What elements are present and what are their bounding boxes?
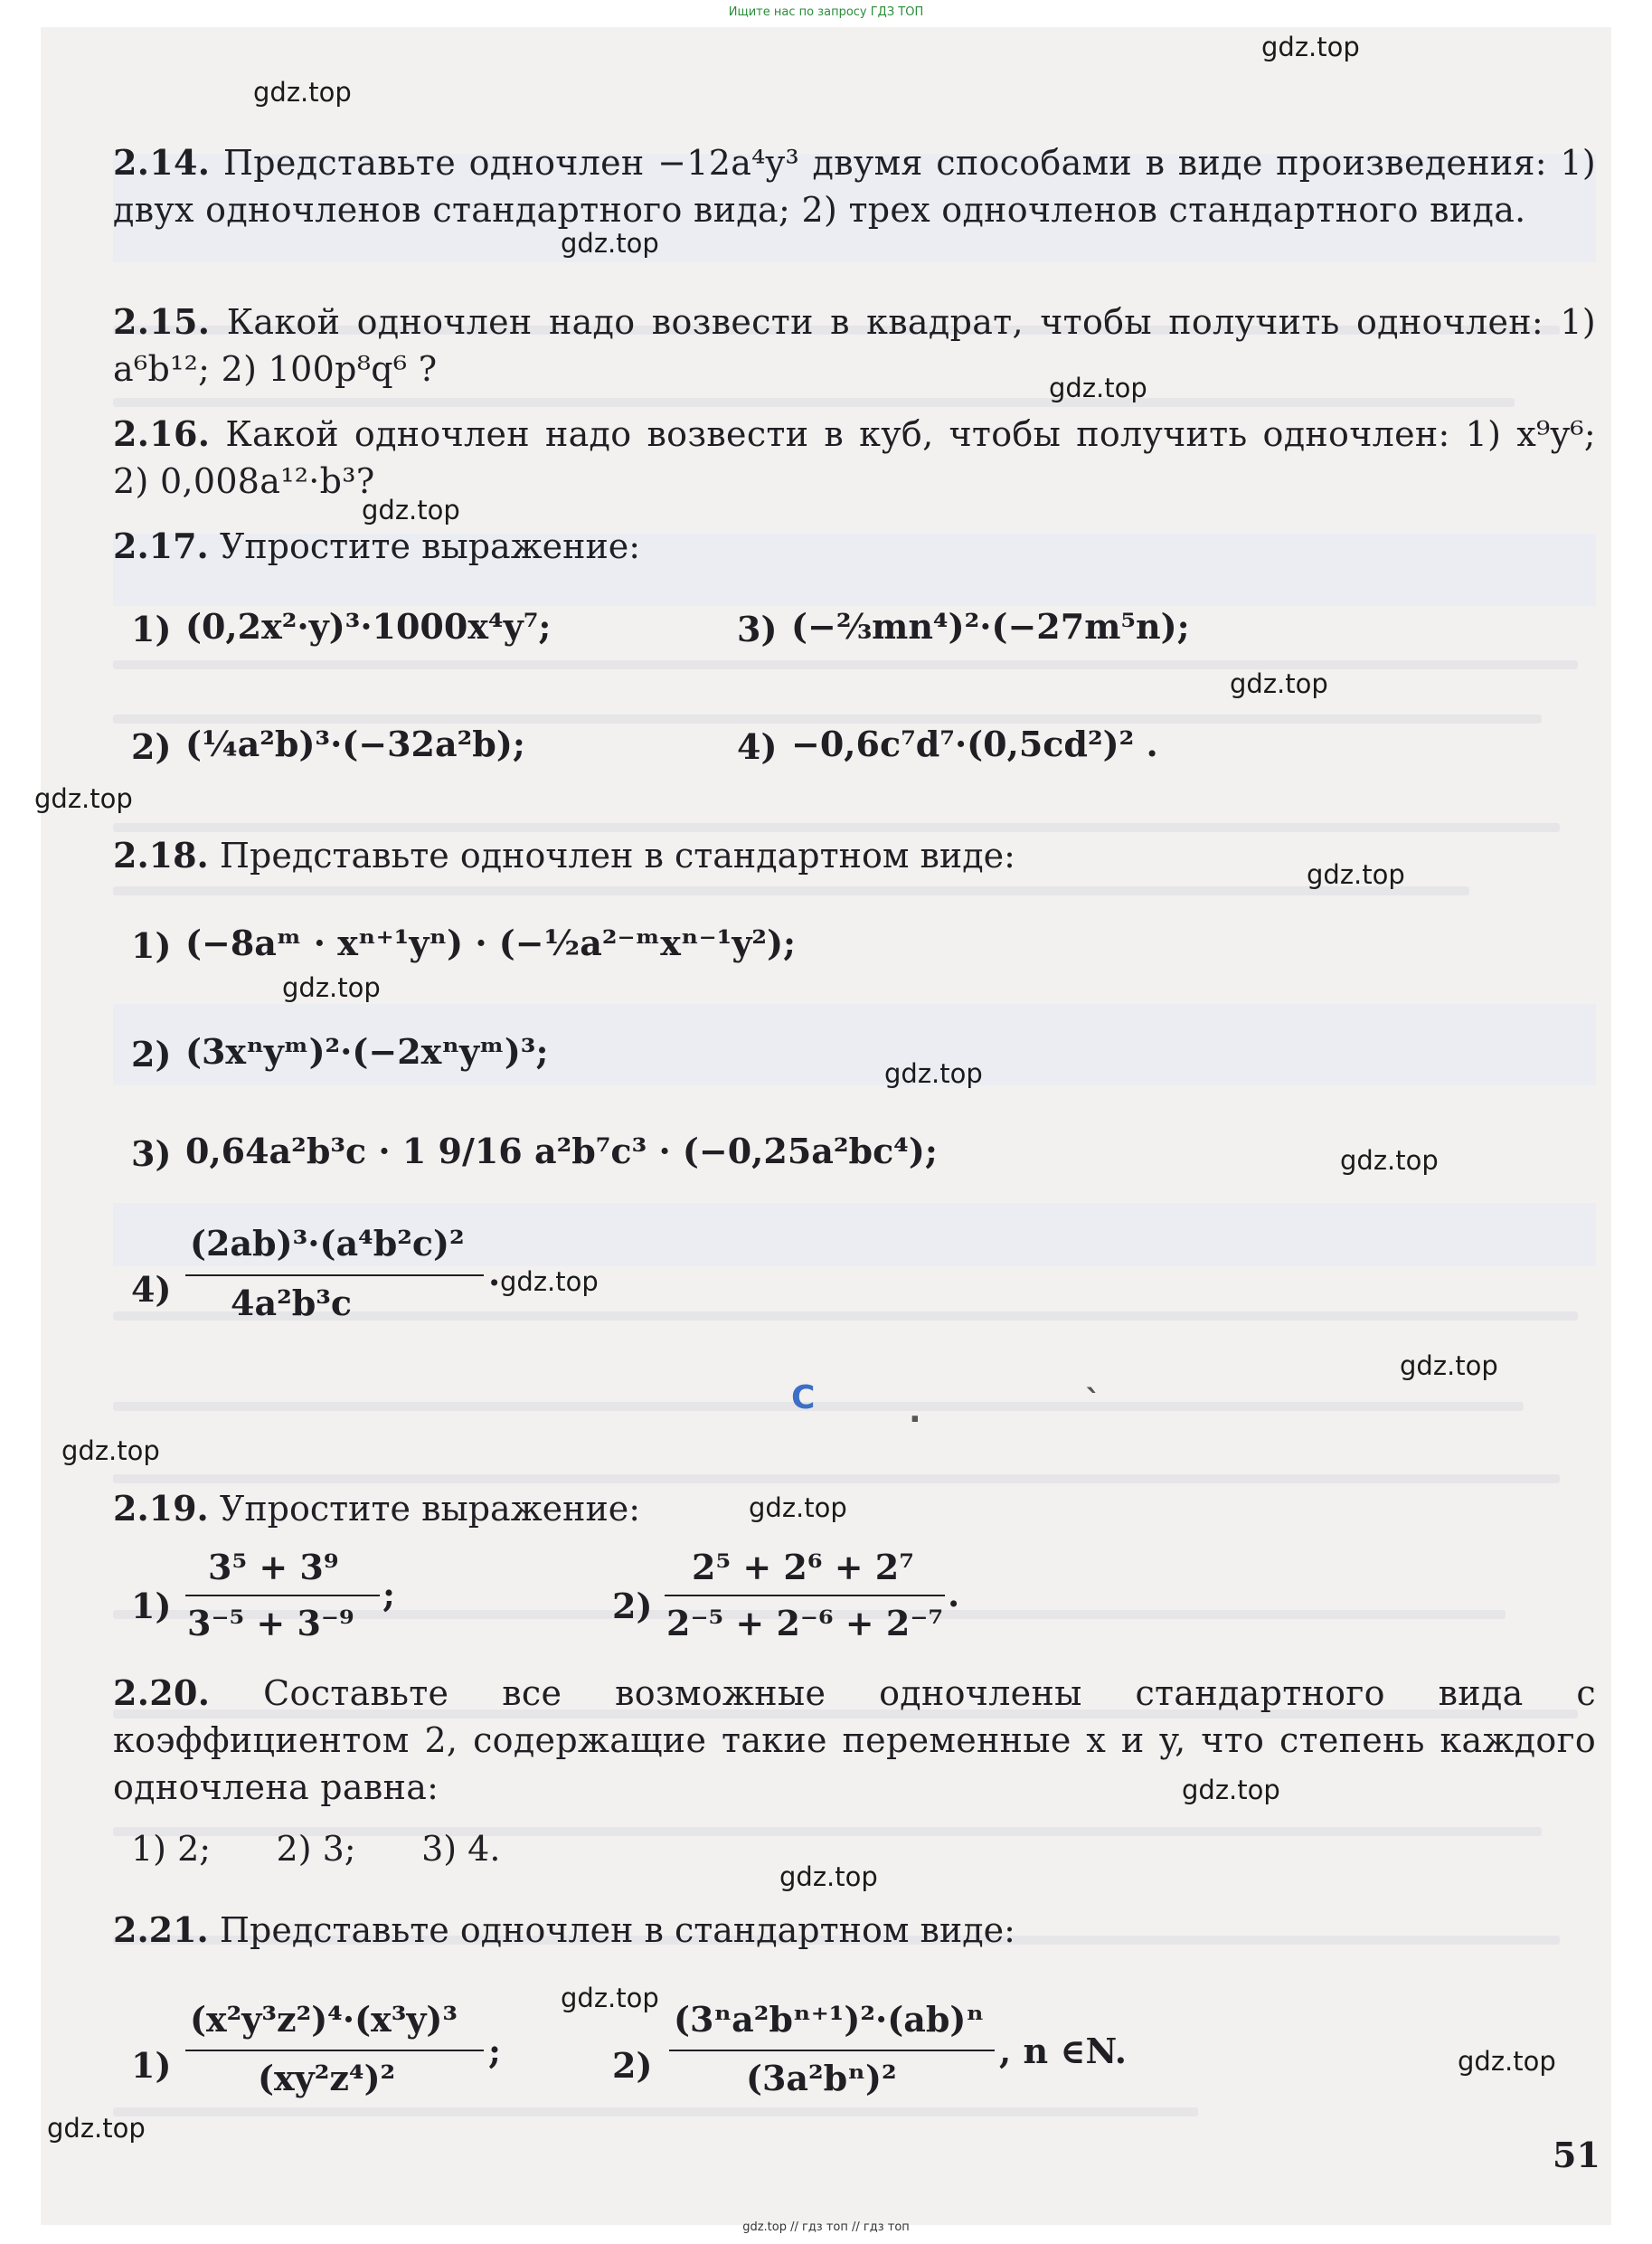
- expression: (¼a²b)³·(−32a²b);: [185, 724, 525, 764]
- watermark: gdz.top: [1458, 2046, 1556, 2077]
- item-label: 4): [737, 726, 778, 767]
- ghost-line: [113, 823, 1560, 832]
- ghost-line: [113, 398, 1515, 407]
- dot-mark: .: [909, 1393, 921, 1430]
- ghost-line: [113, 2107, 1198, 2116]
- watermark: gdz.top: [1182, 1775, 1280, 1805]
- watermark: gdz.top: [282, 972, 381, 1003]
- fraction-bar: [669, 2050, 995, 2051]
- task-number: 2.18.: [113, 835, 209, 876]
- expression: −0,6c⁷d⁷·(0,5cd²)² .: [791, 724, 1158, 764]
- expression-tail: ;: [382, 1574, 396, 1614]
- watermark: gdz.top: [34, 783, 133, 814]
- fraction-denominator: (3a²bⁿ)²: [746, 2058, 897, 2098]
- item-label: 2): [612, 2045, 653, 2086]
- top-banner[interactable]: Ищите нас по запросу ГДЗ ТОП: [728, 5, 924, 19]
- fraction-bar: [185, 1595, 380, 1596]
- task-2-20: [113, 1670, 1596, 1811]
- fraction-bar: [665, 1595, 945, 1596]
- fraction-denominator: 2⁻⁵ + 2⁻⁶ + 2⁻⁷: [666, 1603, 944, 1643]
- item-label: 3): [737, 609, 778, 649]
- task-2-16: [113, 411, 1596, 505]
- bottom-banner[interactable]: gdz.top // гдз топ // гдз топ: [742, 2220, 910, 2234]
- expression-tail: .: [948, 1574, 960, 1614]
- fraction-numerator: (x²y³z²)⁴·(x³y)³: [190, 1999, 458, 2040]
- watermark: gdz.top: [884, 1058, 983, 1089]
- watermark: gdz.top: [779, 1861, 878, 1892]
- task-number: 2.17.: [113, 525, 209, 566]
- expression: (3xⁿyᵐ)²·(−2xⁿyᵐ)³;: [185, 1031, 549, 1072]
- fraction-numerator: (2ab)³·(a⁴b²c)²: [190, 1223, 465, 1264]
- expression: (0,2x²·y)³·1000x⁴y⁷;: [185, 606, 552, 647]
- item-label: 2): [131, 726, 172, 767]
- expression: (−8aᵐ · xⁿ⁺¹yⁿ) · (−½a²⁻ᵐxⁿ⁻¹y²);: [185, 923, 797, 963]
- expression: (−⅔mn⁴)²·(−27m⁵n);: [791, 606, 1190, 647]
- task-number: 2.15.: [113, 301, 211, 342]
- ghost-line: [113, 886, 1469, 895]
- fraction-numerator: 2⁵ + 2⁶ + 2⁷: [692, 1547, 914, 1587]
- task-number: 2.20.: [113, 1672, 211, 1713]
- fraction-numerator: (3ⁿa²bⁿ⁺¹)²·(ab)ⁿ: [674, 1999, 985, 2040]
- watermark: gdz.top: [1400, 1350, 1498, 1381]
- item-label: 3): [131, 1133, 172, 1174]
- watermark: gdz.top: [500, 1266, 599, 1297]
- ghost-line: [113, 1474, 1560, 1483]
- item-label: 1): [131, 2045, 172, 2086]
- watermark: gdz.top: [61, 1435, 160, 1466]
- watermark: gdz.top: [47, 2113, 146, 2144]
- watermark: gdz.top: [1261, 32, 1360, 62]
- expression: 0,64a²b³c · 1 9/16 a²b⁷c³ · (−0,25a²bc⁴);: [185, 1131, 938, 1171]
- task-text: Упростите выражение:: [219, 526, 641, 566]
- task-number: 2.16.: [113, 413, 211, 454]
- ghost-line: [113, 660, 1578, 669]
- fraction-bar: [185, 2050, 484, 2051]
- c-mark: C: [791, 1379, 816, 1416]
- textbook-page: [41, 27, 1611, 2225]
- page-number: 51: [1553, 2135, 1600, 2175]
- task-2-15: [113, 298, 1596, 393]
- ghost-line: [113, 1402, 1524, 1411]
- item-label: 4): [131, 1269, 172, 1310]
- item-label: 1): [131, 609, 172, 649]
- task-text: Представьте одночлен в стандартном виде:: [219, 1910, 1015, 1950]
- item-label: 2): [612, 1586, 653, 1626]
- watermark: gdz.top: [1340, 1145, 1439, 1176]
- watermark: gdz.top: [362, 495, 460, 525]
- task-number: 2.14.: [113, 142, 211, 183]
- ghost-line: [113, 715, 1542, 724]
- task-text: Представьте одночлен в стандартном виде:: [219, 836, 1015, 876]
- watermark: gdz.top: [253, 77, 352, 108]
- task-text: Какой одночлен надо возвести в квадрат, чтобы получить одночлен: 1) a⁶b¹²; 2) 100p⁸q⁶ ?: [113, 302, 1597, 389]
- fraction-bar: [185, 1274, 484, 1276]
- task-text: Представьте одночлен −12a⁴y³ двумя способами в виде произведения: 1) двух одночленов стандартного вида; 2) трех одночленов стандартного вида.: [113, 143, 1596, 230]
- task-2-21: [113, 1907, 1015, 1954]
- tick-mark: `: [1085, 1384, 1101, 1421]
- watermark: gdz.top: [561, 228, 659, 259]
- task-2-18: [113, 832, 1015, 879]
- item-label: 1): [131, 925, 172, 966]
- watermark: gdz.top: [1049, 373, 1147, 403]
- fraction-numerator: 3⁵ + 3⁹: [208, 1547, 339, 1587]
- expression-tail: ;: [488, 2031, 502, 2071]
- fraction-denominator: 4a²b³c: [231, 1283, 353, 1323]
- watermark: gdz.top: [749, 1492, 847, 1523]
- task-answers: 1) 2; 2) 3; 3) 4.: [131, 1829, 501, 1869]
- expression-tail: , n ∈N.: [999, 2031, 1127, 2071]
- fraction-denominator: (xy²z⁴)²: [258, 2058, 396, 2098]
- task-2-19: [113, 1485, 640, 1532]
- task-2-17: [113, 523, 640, 570]
- task-text: Упростите выражение:: [219, 1489, 641, 1529]
- watermark: gdz.top: [561, 1983, 659, 2013]
- task-number: 2.21.: [113, 1909, 209, 1950]
- task-text: Какой одночлен надо возвести в куб, чтобы получить одночлен: 1) x⁹y⁶; 2) 0,008a¹²·b³?: [113, 414, 1596, 501]
- task-number: 2.19.: [113, 1488, 209, 1529]
- item-label: 2): [131, 1034, 172, 1075]
- item-label: 1): [131, 1586, 172, 1626]
- task-2-14: [113, 139, 1596, 233]
- watermark: gdz.top: [1307, 859, 1405, 890]
- watermark: gdz.top: [1230, 668, 1328, 699]
- expression-tail: .: [488, 1253, 501, 1293]
- fraction-denominator: 3⁻⁵ + 3⁻⁹: [187, 1603, 354, 1643]
- task-text: Составьте все возможные одночлены стандартного вида с коэффициентом 2, содержащие такие переменные x и y, что степень каждого одночлена равна:: [113, 1673, 1596, 1807]
